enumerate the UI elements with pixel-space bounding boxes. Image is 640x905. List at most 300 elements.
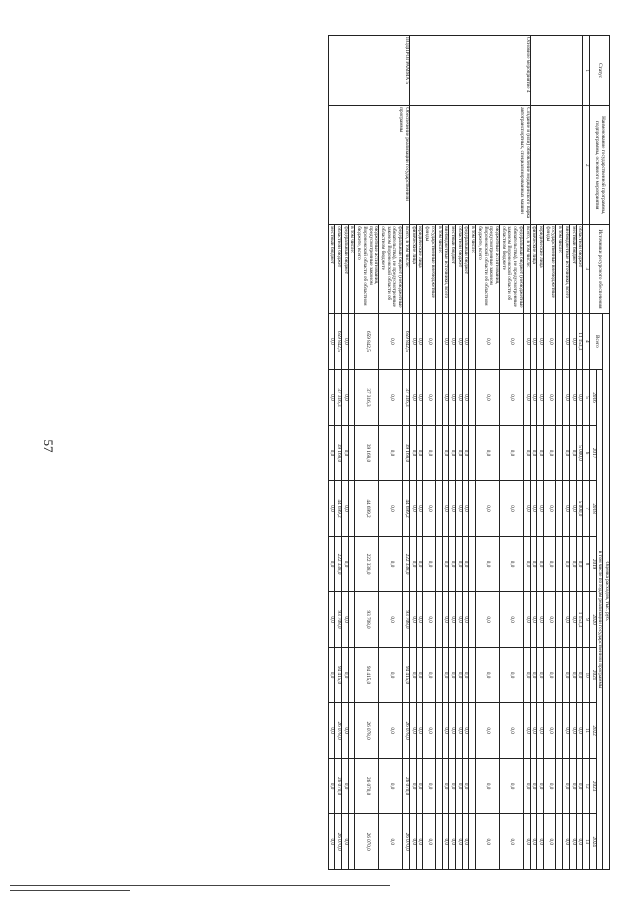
source-cell: государственные внебюджетные фонды bbox=[544, 225, 556, 313]
year-value-cell: 0,0 bbox=[462, 370, 469, 426]
year-value-cell: 0,0 bbox=[442, 425, 449, 481]
year-value-cell: 0,0 bbox=[449, 425, 456, 481]
year-value-cell: 0,0 bbox=[576, 536, 583, 592]
source-cell: федеральный бюджет (небюджетные обязательства), не предусмотренные законом Воронежской области об областном бюджете bbox=[379, 225, 403, 313]
year-value-cell bbox=[435, 536, 442, 592]
year-value-cell: 37 316,3 bbox=[403, 370, 410, 426]
column-number: 4 bbox=[583, 313, 590, 370]
year-value-cell bbox=[469, 647, 476, 703]
year-value-cell: 0,0 bbox=[442, 536, 449, 592]
year-value-cell: 0,0 bbox=[416, 592, 423, 648]
year-value-cell: 0,0 bbox=[442, 647, 449, 703]
year-value-cell: 0,0 bbox=[328, 481, 335, 537]
year-value-cell: 0,0 bbox=[563, 481, 570, 537]
year-value-cell bbox=[348, 703, 355, 759]
year-value-cell: 0,0 bbox=[523, 647, 530, 703]
year-value-cell: 0,0 bbox=[409, 703, 416, 759]
year-value-cell bbox=[469, 481, 476, 537]
year-value-cell: 0,0 bbox=[476, 481, 500, 537]
year-value-cell: 0,0 bbox=[462, 425, 469, 481]
year-value-cell bbox=[435, 814, 442, 870]
year-value-cell: 0,0 bbox=[416, 703, 423, 759]
year-value-cell: 0,0 bbox=[500, 814, 524, 870]
year-value-cell: 0,0 bbox=[442, 758, 449, 814]
year-value-cell: 0,0 bbox=[462, 814, 469, 870]
year-value-cell: 0,0 bbox=[544, 425, 556, 481]
year-value-cell: 0,0 bbox=[416, 758, 423, 814]
year-value-cell bbox=[469, 370, 476, 426]
table-row bbox=[523, 36, 530, 870]
year-value-cell bbox=[556, 814, 563, 870]
year-value-cell: 0,0 bbox=[544, 758, 556, 814]
source-cell: федеральный бюджет bbox=[462, 225, 469, 313]
year-value-cell: 0,0 bbox=[423, 536, 435, 592]
year-value-cell: 0,0 bbox=[523, 370, 530, 426]
page-number: 57 bbox=[41, 439, 56, 453]
year-value-cell bbox=[348, 592, 355, 648]
year-value-cell: 0,0 bbox=[569, 647, 576, 703]
year-value-cell: 0,0 bbox=[500, 592, 524, 648]
year-value-cell: 0,0 bbox=[563, 425, 570, 481]
year-value-cell bbox=[556, 703, 563, 759]
source-cell: государственные внебюджетные фонды bbox=[423, 225, 435, 313]
header-year: 2024 bbox=[589, 814, 596, 870]
year-value-cell: 0,0 bbox=[462, 703, 469, 759]
year-value-cell bbox=[435, 592, 442, 648]
year-value-cell: 37 316,3 bbox=[335, 370, 342, 426]
year-value-cell bbox=[348, 814, 355, 870]
year-value-cell: 26 070,0 bbox=[355, 758, 379, 814]
column-number: 8 bbox=[583, 536, 590, 592]
source-cell: всего, в том числе: bbox=[403, 225, 410, 313]
total-cell: 659 842,5 bbox=[355, 313, 379, 370]
year-value-cell: 0,0 bbox=[342, 592, 349, 648]
year-value-cell: 0,0 bbox=[328, 758, 335, 814]
year-value-cell: 0,0 bbox=[569, 814, 576, 870]
year-value-cell: 0,0 bbox=[537, 481, 544, 537]
year-value-cell: 0,0 bbox=[423, 425, 435, 481]
program-name-cell bbox=[530, 106, 583, 225]
total-cell bbox=[348, 313, 355, 370]
year-value-cell: 0,0 bbox=[455, 536, 462, 592]
year-value-cell: 26 070,0 bbox=[403, 814, 410, 870]
year-value-cell: 0,0 bbox=[342, 647, 349, 703]
source-cell: бюджетные ассигнования, предусмотренные законом Воронежской области об областном бюджете, всего bbox=[476, 225, 500, 313]
year-value-cell: 0,0 bbox=[563, 814, 570, 870]
year-value-cell: 0,0 bbox=[379, 758, 403, 814]
header-status: Статус bbox=[589, 36, 609, 106]
column-number: 11 bbox=[583, 703, 590, 759]
year-value-cell: 0,0 bbox=[462, 647, 469, 703]
total-cell: 659 842,5 bbox=[403, 313, 410, 370]
year-value-cell: 0,0 bbox=[476, 647, 500, 703]
table-body bbox=[328, 36, 583, 870]
year-value-cell: 0,0 bbox=[563, 370, 570, 426]
year-value-cell: 0,0 bbox=[563, 758, 570, 814]
year-value-cell: 0,0 bbox=[462, 481, 469, 537]
year-value-cell: 0,0 bbox=[328, 703, 335, 759]
year-value-cell: 0,0 bbox=[537, 592, 544, 648]
source-cell: местный бюджет bbox=[449, 225, 456, 313]
budget-table-page bbox=[90, 35, 610, 870]
year-value-cell: 0,0 bbox=[537, 370, 544, 426]
year-value-cell: 0,0 bbox=[409, 370, 416, 426]
total-cell: 0,0 bbox=[523, 313, 530, 370]
year-value-cell: 0,0 bbox=[449, 814, 456, 870]
source-cell: юридические лица bbox=[537, 225, 544, 313]
table-header bbox=[583, 36, 610, 870]
year-value-cell: 0,0 bbox=[576, 647, 583, 703]
total-cell: 0,0 bbox=[455, 313, 462, 370]
year-value-cell: 0,0 bbox=[328, 370, 335, 426]
year-value-cell: 0,0 bbox=[476, 536, 500, 592]
status-cell: Основное мероприятие 4 bbox=[409, 36, 530, 106]
year-value-cell: 0,0 bbox=[476, 703, 500, 759]
year-value-cell: 222 338,0 bbox=[403, 536, 410, 592]
year-value-cell: 0,0 bbox=[530, 592, 537, 648]
year-value-cell: 0,0 bbox=[462, 758, 469, 814]
year-value-cell: 0,0 bbox=[328, 647, 335, 703]
year-value-cell: 0,0 bbox=[442, 592, 449, 648]
year-value-cell: 0,0 bbox=[523, 814, 530, 870]
total-cell: 0,0 bbox=[563, 313, 570, 370]
total-cell: 0,0 bbox=[544, 313, 556, 370]
total-cell: 0,0 bbox=[476, 313, 500, 370]
total-cell: 0,0 bbox=[442, 313, 449, 370]
year-value-cell: 26 078,0 bbox=[355, 703, 379, 759]
year-value-cell: 0,0 bbox=[328, 425, 335, 481]
year-value-cell: 0,0 bbox=[530, 758, 537, 814]
year-value-cell: 0,0 bbox=[449, 647, 456, 703]
year-value-cell: 26 078,0 bbox=[335, 703, 342, 759]
year-value-cell: 0,0 bbox=[423, 370, 435, 426]
year-value-cell: 0,0 bbox=[537, 425, 544, 481]
source-cell: в том числе: bbox=[469, 225, 476, 313]
year-value-cell: 0,0 bbox=[328, 536, 335, 592]
year-value-cell: 0,0 bbox=[416, 370, 423, 426]
year-value-cell: 39 168,0 bbox=[335, 425, 342, 481]
column-number: 12 bbox=[583, 758, 590, 814]
year-value-cell: 26 070,0 bbox=[335, 758, 342, 814]
year-value-cell bbox=[348, 647, 355, 703]
header-year: 2019 bbox=[589, 536, 596, 592]
year-value-cell bbox=[348, 481, 355, 537]
year-value-cell: 0,0 bbox=[523, 425, 530, 481]
year-value-cell: 0,0 bbox=[416, 425, 423, 481]
total-cell: 11 153,3 bbox=[576, 313, 583, 370]
source-cell: в том числе: bbox=[435, 225, 442, 313]
year-value-cell: 5 000,0 bbox=[576, 481, 583, 537]
budget-table bbox=[328, 35, 610, 870]
year-value-cell: 37 316,3 bbox=[355, 370, 379, 426]
year-value-cell bbox=[348, 758, 355, 814]
year-value-cell: 0,0 bbox=[455, 703, 462, 759]
year-value-cell: 0,0 bbox=[569, 592, 576, 648]
year-value-cell: 0,0 bbox=[423, 592, 435, 648]
column-number: 10 bbox=[583, 647, 590, 703]
year-value-cell: 0,0 bbox=[523, 592, 530, 648]
year-value-cell: 0,0 bbox=[544, 647, 556, 703]
year-value-cell: 0,0 bbox=[449, 536, 456, 592]
year-value-cell bbox=[469, 814, 476, 870]
year-value-cell bbox=[556, 647, 563, 703]
year-value-cell: 0,0 bbox=[423, 647, 435, 703]
year-value-cell: 0,0 bbox=[563, 647, 570, 703]
year-value-cell: 0,0 bbox=[328, 592, 335, 648]
year-value-cell: 0,0 bbox=[449, 370, 456, 426]
total-cell bbox=[556, 313, 563, 370]
source-cell: федеральный бюджет bbox=[342, 225, 349, 313]
total-cell: 0,0 bbox=[423, 313, 435, 370]
header-year: 2016 bbox=[589, 370, 596, 426]
source-cell: местный бюджет bbox=[569, 225, 576, 313]
year-value-cell: 0,0 bbox=[449, 758, 456, 814]
year-value-cell: 0,0 bbox=[342, 703, 349, 759]
year-value-cell: 0,0 bbox=[500, 758, 524, 814]
total-cell bbox=[435, 313, 442, 370]
column-number: 2 bbox=[583, 106, 590, 225]
year-value-cell: 0,0 bbox=[449, 592, 456, 648]
column-number: 9 bbox=[583, 592, 590, 648]
year-value-cell: 0,0 bbox=[342, 370, 349, 426]
year-value-cell: 0,0 bbox=[523, 758, 530, 814]
year-value-cell: 26 070,0 bbox=[355, 814, 379, 870]
year-value-cell: 0,0 bbox=[409, 647, 416, 703]
year-value-cell: 0,0 bbox=[409, 814, 416, 870]
year-value-cell: 0,0 bbox=[455, 481, 462, 537]
year-value-cell bbox=[556, 536, 563, 592]
year-value-cell: 93 708,0 bbox=[335, 592, 342, 648]
year-value-cell: 0,0 bbox=[530, 814, 537, 870]
source-cell: областной бюджет bbox=[455, 225, 462, 313]
year-value-cell: 1 153,3 bbox=[576, 592, 583, 648]
year-value-cell: 0,0 bbox=[379, 425, 403, 481]
year-value-cell: 0,0 bbox=[379, 370, 403, 426]
year-value-cell: 0,0 bbox=[563, 703, 570, 759]
year-value-cell: 0,0 bbox=[544, 481, 556, 537]
source-cell: федеральный бюджет (небюджетные обязательства), не предусмотренные законом Воронежской области об областном бюджете bbox=[500, 225, 524, 313]
year-value-cell bbox=[435, 703, 442, 759]
header-source: Источники ресурсного обеспечения bbox=[589, 225, 609, 313]
year-value-cell: 222 338,0 bbox=[355, 536, 379, 592]
year-value-cell: 0,0 bbox=[537, 703, 544, 759]
year-value-cell: 0,0 bbox=[423, 481, 435, 537]
year-value-cell: 0,0 bbox=[342, 425, 349, 481]
year-value-cell bbox=[348, 425, 355, 481]
year-value-cell: 0,0 bbox=[537, 536, 544, 592]
year-value-cell: 0,0 bbox=[500, 425, 524, 481]
year-value-cell: 0,0 bbox=[569, 536, 576, 592]
year-value-cell: 0,0 bbox=[423, 758, 435, 814]
column-number: 7 bbox=[583, 481, 590, 537]
total-cell: 0,0 bbox=[537, 313, 544, 370]
year-value-cell: 26 070,0 bbox=[335, 814, 342, 870]
year-value-cell: 0,0 bbox=[476, 758, 500, 814]
table-row bbox=[403, 36, 410, 870]
year-value-cell: 0,0 bbox=[563, 592, 570, 648]
year-value-cell: 0,0 bbox=[500, 647, 524, 703]
year-value-cell: 0,0 bbox=[462, 536, 469, 592]
year-value-cell: 0,0 bbox=[537, 647, 544, 703]
year-value-cell: 222 338,0 bbox=[335, 536, 342, 592]
year-value-cell: 0,0 bbox=[544, 814, 556, 870]
year-value-cell: 0,0 bbox=[523, 481, 530, 537]
header-year: 2021 bbox=[589, 647, 596, 703]
year-value-cell: 0,0 bbox=[455, 814, 462, 870]
year-value-cell: 0,0 bbox=[455, 647, 462, 703]
year-value-cell: 0,0 bbox=[416, 647, 423, 703]
year-value-cell: 0,0 bbox=[523, 703, 530, 759]
year-value-cell: 0,0 bbox=[342, 481, 349, 537]
year-value-cell: 0,0 bbox=[500, 370, 524, 426]
year-value-cell: 0,0 bbox=[576, 814, 583, 870]
total-cell: 0,0 bbox=[569, 313, 576, 370]
year-value-cell bbox=[469, 703, 476, 759]
year-value-cell: 0,0 bbox=[544, 703, 556, 759]
total-cell: 0,0 bbox=[500, 313, 524, 370]
year-value-cell: 0,0 bbox=[530, 370, 537, 426]
year-value-cell: 26 070,0 bbox=[403, 758, 410, 814]
status-cell bbox=[530, 36, 583, 106]
header-year: 2020 bbox=[589, 592, 596, 648]
year-value-cell: 0,0 bbox=[442, 370, 449, 426]
source-cell: областной бюджет bbox=[576, 225, 583, 313]
bottom-rule bbox=[10, 885, 390, 886]
source-cell: в том числе: bbox=[556, 225, 563, 313]
year-value-cell: 0,0 bbox=[423, 814, 435, 870]
column-number: 13 bbox=[583, 814, 590, 870]
year-value-cell: 0,0 bbox=[416, 536, 423, 592]
year-value-cell: 0,0 bbox=[569, 425, 576, 481]
year-value-cell: 0,0 bbox=[530, 647, 537, 703]
year-value-cell: 0,0 bbox=[530, 536, 537, 592]
year-value-cell: 44 699,2 bbox=[403, 481, 410, 537]
year-value-cell: 0,0 bbox=[379, 703, 403, 759]
header-year: 2023 bbox=[589, 758, 596, 814]
year-value-cell: 0,0 bbox=[476, 425, 500, 481]
year-value-cell: 0,0 bbox=[569, 758, 576, 814]
year-value-cell: 94 415,0 bbox=[335, 647, 342, 703]
year-value-cell: 0,0 bbox=[328, 814, 335, 870]
year-value-cell: 93 708,0 bbox=[355, 592, 379, 648]
year-value-cell bbox=[469, 592, 476, 648]
year-value-cell: 0,0 bbox=[455, 425, 462, 481]
year-value-cell: 93 708,0 bbox=[403, 592, 410, 648]
year-value-cell: 0,0 bbox=[576, 758, 583, 814]
year-value-cell: 0,0 bbox=[379, 592, 403, 648]
year-value-cell: 5 000,0 bbox=[576, 425, 583, 481]
year-value-cell: 0,0 bbox=[409, 425, 416, 481]
year-value-cell bbox=[556, 592, 563, 648]
status-cell: ПОДПРОГРАММА 5 bbox=[328, 36, 409, 106]
year-value-cell: 0,0 bbox=[379, 647, 403, 703]
total-cell: 0,0 bbox=[328, 313, 335, 370]
year-value-cell: 0,0 bbox=[576, 703, 583, 759]
header-year: 2017 bbox=[589, 425, 596, 481]
source-cell: местный бюджет bbox=[328, 225, 335, 313]
year-value-cell bbox=[556, 425, 563, 481]
year-value-cell: 0,0 bbox=[544, 370, 556, 426]
year-value-cell: 0,0 bbox=[500, 536, 524, 592]
year-value-cell: 0,0 bbox=[576, 370, 583, 426]
total-cell: 0,0 bbox=[342, 313, 349, 370]
year-value-cell: 0,0 bbox=[530, 481, 537, 537]
year-value-cell: 0,0 bbox=[409, 481, 416, 537]
year-value-cell bbox=[435, 425, 442, 481]
year-value-cell: 0,0 bbox=[416, 814, 423, 870]
year-value-cell bbox=[469, 425, 476, 481]
total-cell: 0,0 bbox=[409, 313, 416, 370]
year-value-cell: 0,0 bbox=[449, 703, 456, 759]
year-value-cell: 0,0 bbox=[379, 814, 403, 870]
column-number: 1 bbox=[583, 36, 590, 106]
year-value-cell: 0,0 bbox=[442, 703, 449, 759]
source-cell: в том числе: bbox=[348, 225, 355, 313]
year-value-cell: 0,0 bbox=[409, 536, 416, 592]
total-cell: 0,0 bbox=[462, 313, 469, 370]
year-value-cell: 0,0 bbox=[569, 481, 576, 537]
year-value-cell: 0,0 bbox=[416, 481, 423, 537]
column-number: 6 bbox=[583, 425, 590, 481]
header-year: 2018 bbox=[589, 481, 596, 537]
source-cell: физические лица bbox=[409, 225, 416, 313]
column-number: 5 bbox=[583, 370, 590, 426]
total-cell: 0,0 bbox=[449, 313, 456, 370]
year-value-cell: 0,0 bbox=[476, 592, 500, 648]
year-value-cell: 0,0 bbox=[409, 758, 416, 814]
source-cell: внебюджетные источники, всего bbox=[442, 225, 449, 313]
table-row bbox=[576, 36, 583, 870]
year-value-cell bbox=[435, 370, 442, 426]
year-value-cell: 0,0 bbox=[500, 481, 524, 537]
source-cell: внебюджетные источники, всего bbox=[563, 225, 570, 313]
year-value-cell: 0,0 bbox=[537, 758, 544, 814]
header-total: Всего bbox=[589, 313, 602, 370]
year-value-cell: 0,0 bbox=[462, 592, 469, 648]
year-value-cell: 0,0 bbox=[455, 758, 462, 814]
year-value-cell: 94 415,0 bbox=[403, 647, 410, 703]
year-value-cell bbox=[556, 370, 563, 426]
year-value-cell: 0,0 bbox=[530, 703, 537, 759]
year-value-cell: 0,0 bbox=[544, 592, 556, 648]
header-breakdown: в том числе по годам реализации государственной программы bbox=[596, 370, 603, 870]
year-value-cell: 0,0 bbox=[476, 370, 500, 426]
year-value-cell bbox=[556, 481, 563, 537]
source-cell: всего, в том числе: bbox=[523, 225, 530, 313]
source-cell: юридические лица bbox=[416, 225, 423, 313]
year-value-cell: 44 699,2 bbox=[335, 481, 342, 537]
year-value-cell: 0,0 bbox=[455, 370, 462, 426]
total-cell: 659 842,5 bbox=[335, 313, 342, 370]
header-name: Наименование государственной программы, подпрограммы, основного мероприятия bbox=[589, 106, 609, 225]
program-name-cell: Обеспечение реализации государственной программы bbox=[328, 106, 409, 225]
year-value-cell bbox=[435, 758, 442, 814]
year-value-cell bbox=[556, 758, 563, 814]
year-value-cell: 0,0 bbox=[544, 536, 556, 592]
year-value-cell: 94 415,0 bbox=[355, 647, 379, 703]
year-value-cell bbox=[435, 647, 442, 703]
year-value-cell: 0,0 bbox=[537, 814, 544, 870]
year-value-cell: 26 078,0 bbox=[403, 703, 410, 759]
header-year: 2022 bbox=[589, 703, 596, 759]
column-numbers-row bbox=[583, 36, 590, 870]
year-value-cell: 0,0 bbox=[476, 814, 500, 870]
year-value-cell: 0,0 bbox=[449, 481, 456, 537]
total-cell: 0,0 bbox=[530, 313, 537, 370]
year-value-cell bbox=[348, 536, 355, 592]
total-cell: 0,0 bbox=[379, 313, 403, 370]
source-cell: физические лица bbox=[530, 225, 537, 313]
